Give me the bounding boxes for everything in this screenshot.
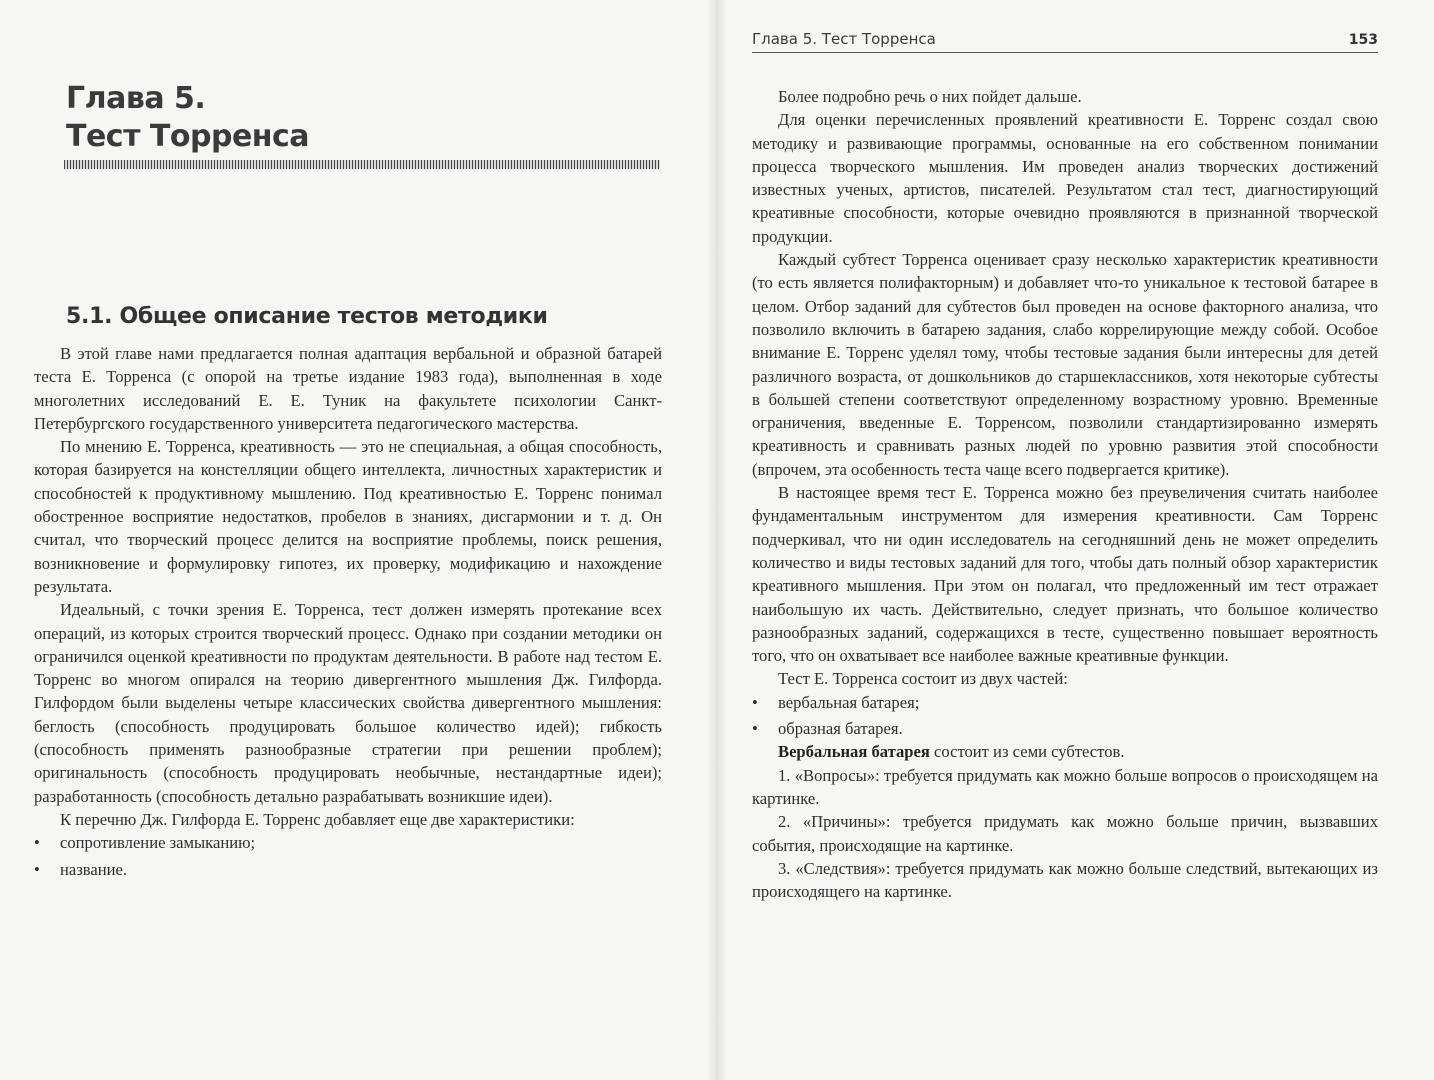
list-item [752, 717, 1378, 740]
chapter-title: Тест Торренса [66, 119, 310, 154]
battery-term: Вербальная батарея [778, 742, 930, 762]
running-head-title: Глава 5. Тест Торренса [752, 30, 936, 48]
bullet-icon: • [34, 833, 40, 853]
paragraph: Более подробно речь о них пойдет дальше. [778, 87, 1082, 106]
paragraph: Каждый субтест Торренса оценивает сразу несколько характеристик креативности (то есть является полифакторным) и добавляет что-то уникальное к тестовой батарее в целом. Отбор заданий для субтестов был проведен на основе факторного анализа, что позволило включить в батарею задания, слабо коррелирующие между собой. Особое внимание Е. Торренс уделял тому, чтобы тестовые задания были интересны для детей различного возраста, от дошкольников до старшеклассников, хотя некоторые субтесты в большей степени соответствуют определенному возрастному уровню. Временные ограничения, введенные Е. Торренсом, позволили стандартизированно измерять креативность и сравнивать разных людей по уровню развития этой способности (впрочем, эта особенность теста чаще всего подвергается критике). [752, 250, 1378, 479]
list-item [34, 831, 662, 854]
left-page [34, 0, 662, 1080]
bullet-list [34, 831, 662, 881]
chapter-label: Глава 5. [66, 81, 206, 116]
bullet-icon: • [752, 692, 758, 712]
subtest-item: 2. «Причины»: требуется придумать как можно больше причин, вызвавших события, происходящие на картинке. [752, 812, 1378, 855]
paragraph: По мнению Е. Торренса, креативность — это не специальная, а общая способность, которая базируется на констелляции общего интеллекта, личностных характеристик и способностей к продуктивному мышлению. Под креативностью Е. Торренс понимал обостренное восприятие недостатков, пробелов в знаниях, дисгармонии и т. д. Он считал, что творческий процесс делится на восприятие проблемы, поиск решения, возникновение и формулировку гипотез, их проверку, модификацию и нахождение результата. [34, 437, 662, 596]
list-item-text: вербальная батарея; [778, 692, 920, 712]
bullet-icon: • [34, 859, 40, 879]
subtest-item: 1. «Вопросы»: требуется придумать как можно больше вопросов о происходящем на картинке. [752, 765, 1378, 808]
subtest-item: 3. «Следствия»: требуется придумать как можно больше следствий, вытекающих из происходящего на картинке. [752, 858, 1378, 902]
paragraph: Тест Е. Торренса состоит из двух частей: [778, 669, 1068, 689]
running-head [752, 30, 1378, 53]
book-gutter [706, 0, 728, 1080]
right-body-text [752, 85, 1378, 903]
right-page [752, 0, 1378, 1080]
list-item-text: сопротивление замыканию; [60, 833, 256, 853]
section-title: 5.1. Общее описание тестов методики [66, 304, 548, 329]
left-body-text [34, 342, 662, 881]
list-item [34, 858, 662, 881]
battery-paragraph [752, 740, 1378, 763]
list-item-text: образная батарея. [778, 719, 903, 739]
bullet-icon: • [752, 719, 758, 739]
battery-rest: состоит из семи субтестов. [929, 742, 1125, 762]
list-item-text: название. [60, 859, 128, 879]
page-number: 153 [1348, 32, 1378, 48]
chapter-heading [66, 80, 309, 156]
list-item [752, 691, 1378, 714]
paragraph: Идеальный, с точки зрения Е. Торренса, тест должен измерять протекание всех операций, из которых строится творческий процесс. Однако при создании методики он ограничился оценкой креативности по продуктам деятельности. В работе над тестом Е. Торренс во многом опирался на теорию дивергентного мышления Дж. Гилфорда. Гилфордом были выделены четыре классических свойства дивергентного мышления: беглость (способность продуцировать большое количество идей); гибкость (способность применять разнообразные стратегии при решении проблем); оригинальность (способность продуцировать необычные, нестандартные идеи); разработанность (способность детально разрабатывать возникшие идеи). [34, 600, 662, 806]
paragraph: В настоящее время тест Е. Торренса можно без преувеличения считать наиболее фундаментальным инструментом для измерения креативности. Сам Торренс подчеркивал, что ни один исследователь на сегодняшний день не может определить количество и виды тестовых заданий для того, чтобы дать полный обзор характеристик креативного мышления. При этом он полагал, что предложенный им тест отражает наибольшую их часть. Действительно, следует признать, что большое количество разнообразных заданий, содержащихся в тесте, существенно повышает вероятность того, что он охватывает все наиболее важные креативные функции. [752, 483, 1378, 666]
paragraph: Для оценки перечисленных проявлений креативности Е. Торренс создал свою методику и развивающие программы, основанные на его собственном понимании процесса творческого мышления. Им проведен анализ творческих достижений известных ученых, артистов, писателей. Результатом стал тест, диагностирующий креативные способности, которые очевидно проявляются в признанной творческой продукции. [752, 110, 1378, 246]
chapter-rule [64, 160, 660, 169]
paragraph: В этой главе нами предлагается полная адаптация вербальной и образной батарей теста Е. Торренса (с опорой на третье издание 1983 года), выполненная в ходе многолетних исследований Е. Е. Туник на факультете психологии Санкт-Петербургского государственного университета педагогического мастерства. [34, 344, 662, 433]
paragraph: К перечню Дж. Гилфорда Е. Торренс добавляет еще две характеристики: [60, 809, 575, 829]
bullet-list [752, 691, 1378, 741]
